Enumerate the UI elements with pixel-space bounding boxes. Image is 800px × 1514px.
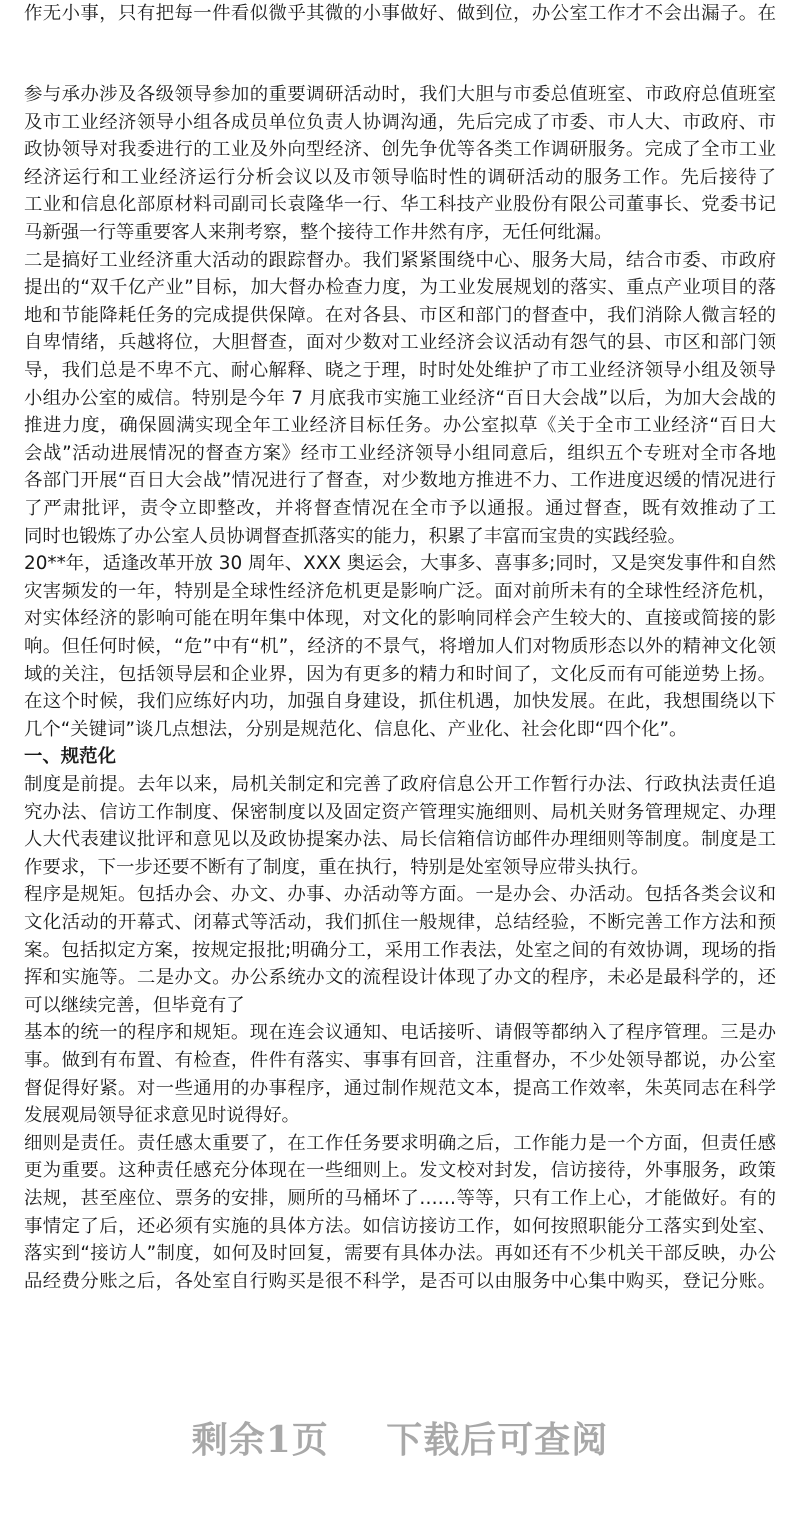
download-prompt[interactable] xyxy=(0,1412,800,1463)
text-line: 推进力度，确保圆满实现全年工业经济目标任务。办公室拟草《关于全市工业经济“百日大 xyxy=(24,415,776,437)
text-line: 政协领导对我委进行的工业及外向型经济、创先争优等各类工作调研服务。完成了全市工业 xyxy=(24,139,776,161)
text-line: 各部门开展“百日大会战”情况进行了督查，对少数地方推进不力、工作进度迟缓的情况进行 xyxy=(24,470,776,492)
text-line: 作无小事，只有把每一件看似微乎其微的小事做好、做到位，办公室工作才不会出漏子。在 xyxy=(24,3,776,24)
text-line: 更为重要。这种责任感充分体现在一些细则上。发文校对封发，信访接待，外事服务，政策 xyxy=(24,1160,776,1182)
text-line: 几个“关键词”谈几点想法，分别是规范化、信息化、产业化、社会化即“四个化”。 xyxy=(24,718,688,740)
text-line: 细则是责任。责任感太重要了，在工作任务要求明确之后，工作能力是一个方面，但责任感 xyxy=(24,1132,776,1154)
text-line: 了严肃批评，责令立即整改，并将督查情况在全市予以通报。通过督查，既有效推动了工 xyxy=(24,498,776,519)
text-line: 提出的“双千亿产业”目标，加大督办检查力度，为工业发展规划的落实、重点产业项目的落 xyxy=(24,277,776,299)
text-line: 小组办公室的威信。特别是今年 7 月底我市实施工业经济“百日大会战”以后，为加大会战的 xyxy=(24,387,776,409)
remaining-pages-label: 剩余1页 xyxy=(191,1419,329,1461)
text-line: 域的关注，包括领导层和企业界，因为有更多的精力和时间了，文化反而有可能逆势上扬。 xyxy=(24,663,776,685)
text-line: 工业和信息化部原材料司副司长袁隆华一行、华工科技产业股份有限公司董事长、党委书记 xyxy=(24,194,776,216)
text-line: 在这个时候，我们应练好内功，加强自身建设，抓住机遇，加快发展。在此，我想围绕以下 xyxy=(24,691,776,713)
text-line: 案。包括拟定方案，按规定报批;明确分工，采用工作表法，处室之间的有效协调，现场的指 xyxy=(24,939,776,961)
text-line: 法规，甚至座位、票务的安排，厕所的马桶坏了……等等，只有工作上心，才能做好。有的 xyxy=(24,1188,776,1209)
text-line: 导，我们总是不卑不亢、耐心解释、晓之于理，时时处处维护了市工业经济领导小组及领导 xyxy=(24,360,776,381)
text-line: 基本的统一的程序和规矩。现在连会议通知、电话接听、请假等都纳入了程序管理。三是办 xyxy=(24,1022,776,1044)
text-line: 督促得好紧。对一些通用的办事程序，通过制作规范文本，提高工作效率，朱英同志在科学 xyxy=(24,1077,776,1099)
text-line: 自卑情绪，兵越将位，大胆督查，面对少数对工业经济会议活动有怨气的县、市区和部门领 xyxy=(24,332,776,354)
text-line: 作要求，下一步还要不断有了制度，重在执行，特别是处室领导应带头执行。 xyxy=(24,856,650,878)
text-line: 参与承办涉及各级领导参加的重要调研活动时，我们大胆与市委总值班室、市政府总值班室 xyxy=(24,84,776,105)
text-line: 经济运行和工业经济运行分析会议以及市领导临时性的调研活动的服务工作。先后接待了 xyxy=(24,166,776,188)
text-line: 发展观局领导征求意见时说得好。 xyxy=(24,1105,300,1127)
text-line: 制度是前提。去年以来，局机关制定和完善了政府信息公开工作暂行办法、行政执法责任追 xyxy=(24,774,776,795)
text-line: 响。但任何时候，“危”中有“机”，经济的不景气，将增加人们对物质形态以外的精神文化领 xyxy=(24,636,776,657)
text-line: 及市工业经济领导小组各成员单位负责人协调沟通，先后完成了市委、市人大、市政府、市 xyxy=(24,111,776,133)
text-line: 挥和实施等。二是办文。办公系统办文的流程设计体现了办文的程序，未必是最科学的，还 xyxy=(24,967,776,989)
text-line: 二是搞好工业经济重大活动的跟踪督办。我们紧紧围绕中心、服务大局，结合市委、市政府 xyxy=(24,249,776,271)
section-heading: 一、规范化 xyxy=(24,746,116,768)
text-line: 灾害频发的一年，特别是全球性经济危机更是影响广泛。面对前所未有的全球性经济危机， xyxy=(24,580,776,602)
text-line: 究办法、信访工作制度、保密制度以及固定资产管理实施细则、局机关财务管理规定、办理 xyxy=(24,801,776,823)
text-line: 地和节能降耗任务的完成提供保障。在对各县、市区和部门的督查中，我们消除人微言轻的 xyxy=(24,304,776,326)
text-line: 可以继续完善，但毕竟有了 xyxy=(24,994,245,1016)
text-line: 事情定了后，还必须有实施的具体方法。如信访接访工作，如何按照职能分工落实到处室、 xyxy=(24,1215,776,1237)
text-line: 对实体经济的影响可能在明年集中体现，对文化的影响同样会产生较大的、直接或简接的影 xyxy=(24,608,776,630)
text-line: 品经费分账之后，各处室自行购买是很不科学，是否可以由服务中心集中购买，登记分账。 xyxy=(24,1270,776,1292)
text-line: 文化活动的开幕式、闭幕式等活动，我们抓住一般规律，总结经验，不断完善工作方法和预 xyxy=(24,912,776,933)
text-line: 马新强一行等重要客人来荆考察，整个接待工作井然有序，无任何纰漏。 xyxy=(24,222,613,243)
text-line: 人大代表建议批评和意见以及政协提案办法、局长信箱信访邮件办理细则等制度。制度是工 xyxy=(24,829,776,851)
text-line: 事。做到有布置、有检查，件件有落实、事事有回音，注重督办，不少处领导都说，办公室 xyxy=(24,1050,776,1071)
text-line: 会战”活动进展情况的督查方案》经市工业经济领导小组同意后，组织五个专班对全市各地 xyxy=(24,442,776,464)
download-to-view-label[interactable]: 下载后可查阅 xyxy=(386,1419,609,1461)
text-line: 同时也锻炼了办公室人员协调督查抓落实的能力，积累了丰富而宝贵的实践经验。 xyxy=(24,525,687,547)
text-line: 落实到“接访人”制度，如何及时回复，需要有具体办法。再如还有不少机关干部反映，办公 xyxy=(24,1243,776,1265)
text-line: 程序是规矩。包括办会、办文、办事、办活动等方面。一是办会、办活动。包括各类会议和 xyxy=(24,884,776,906)
text-line: 20**年，适逢改革开放 30 周年、XXX 奥运会，大事多、喜事多;同时，又是突发事件和自然 xyxy=(24,553,776,575)
